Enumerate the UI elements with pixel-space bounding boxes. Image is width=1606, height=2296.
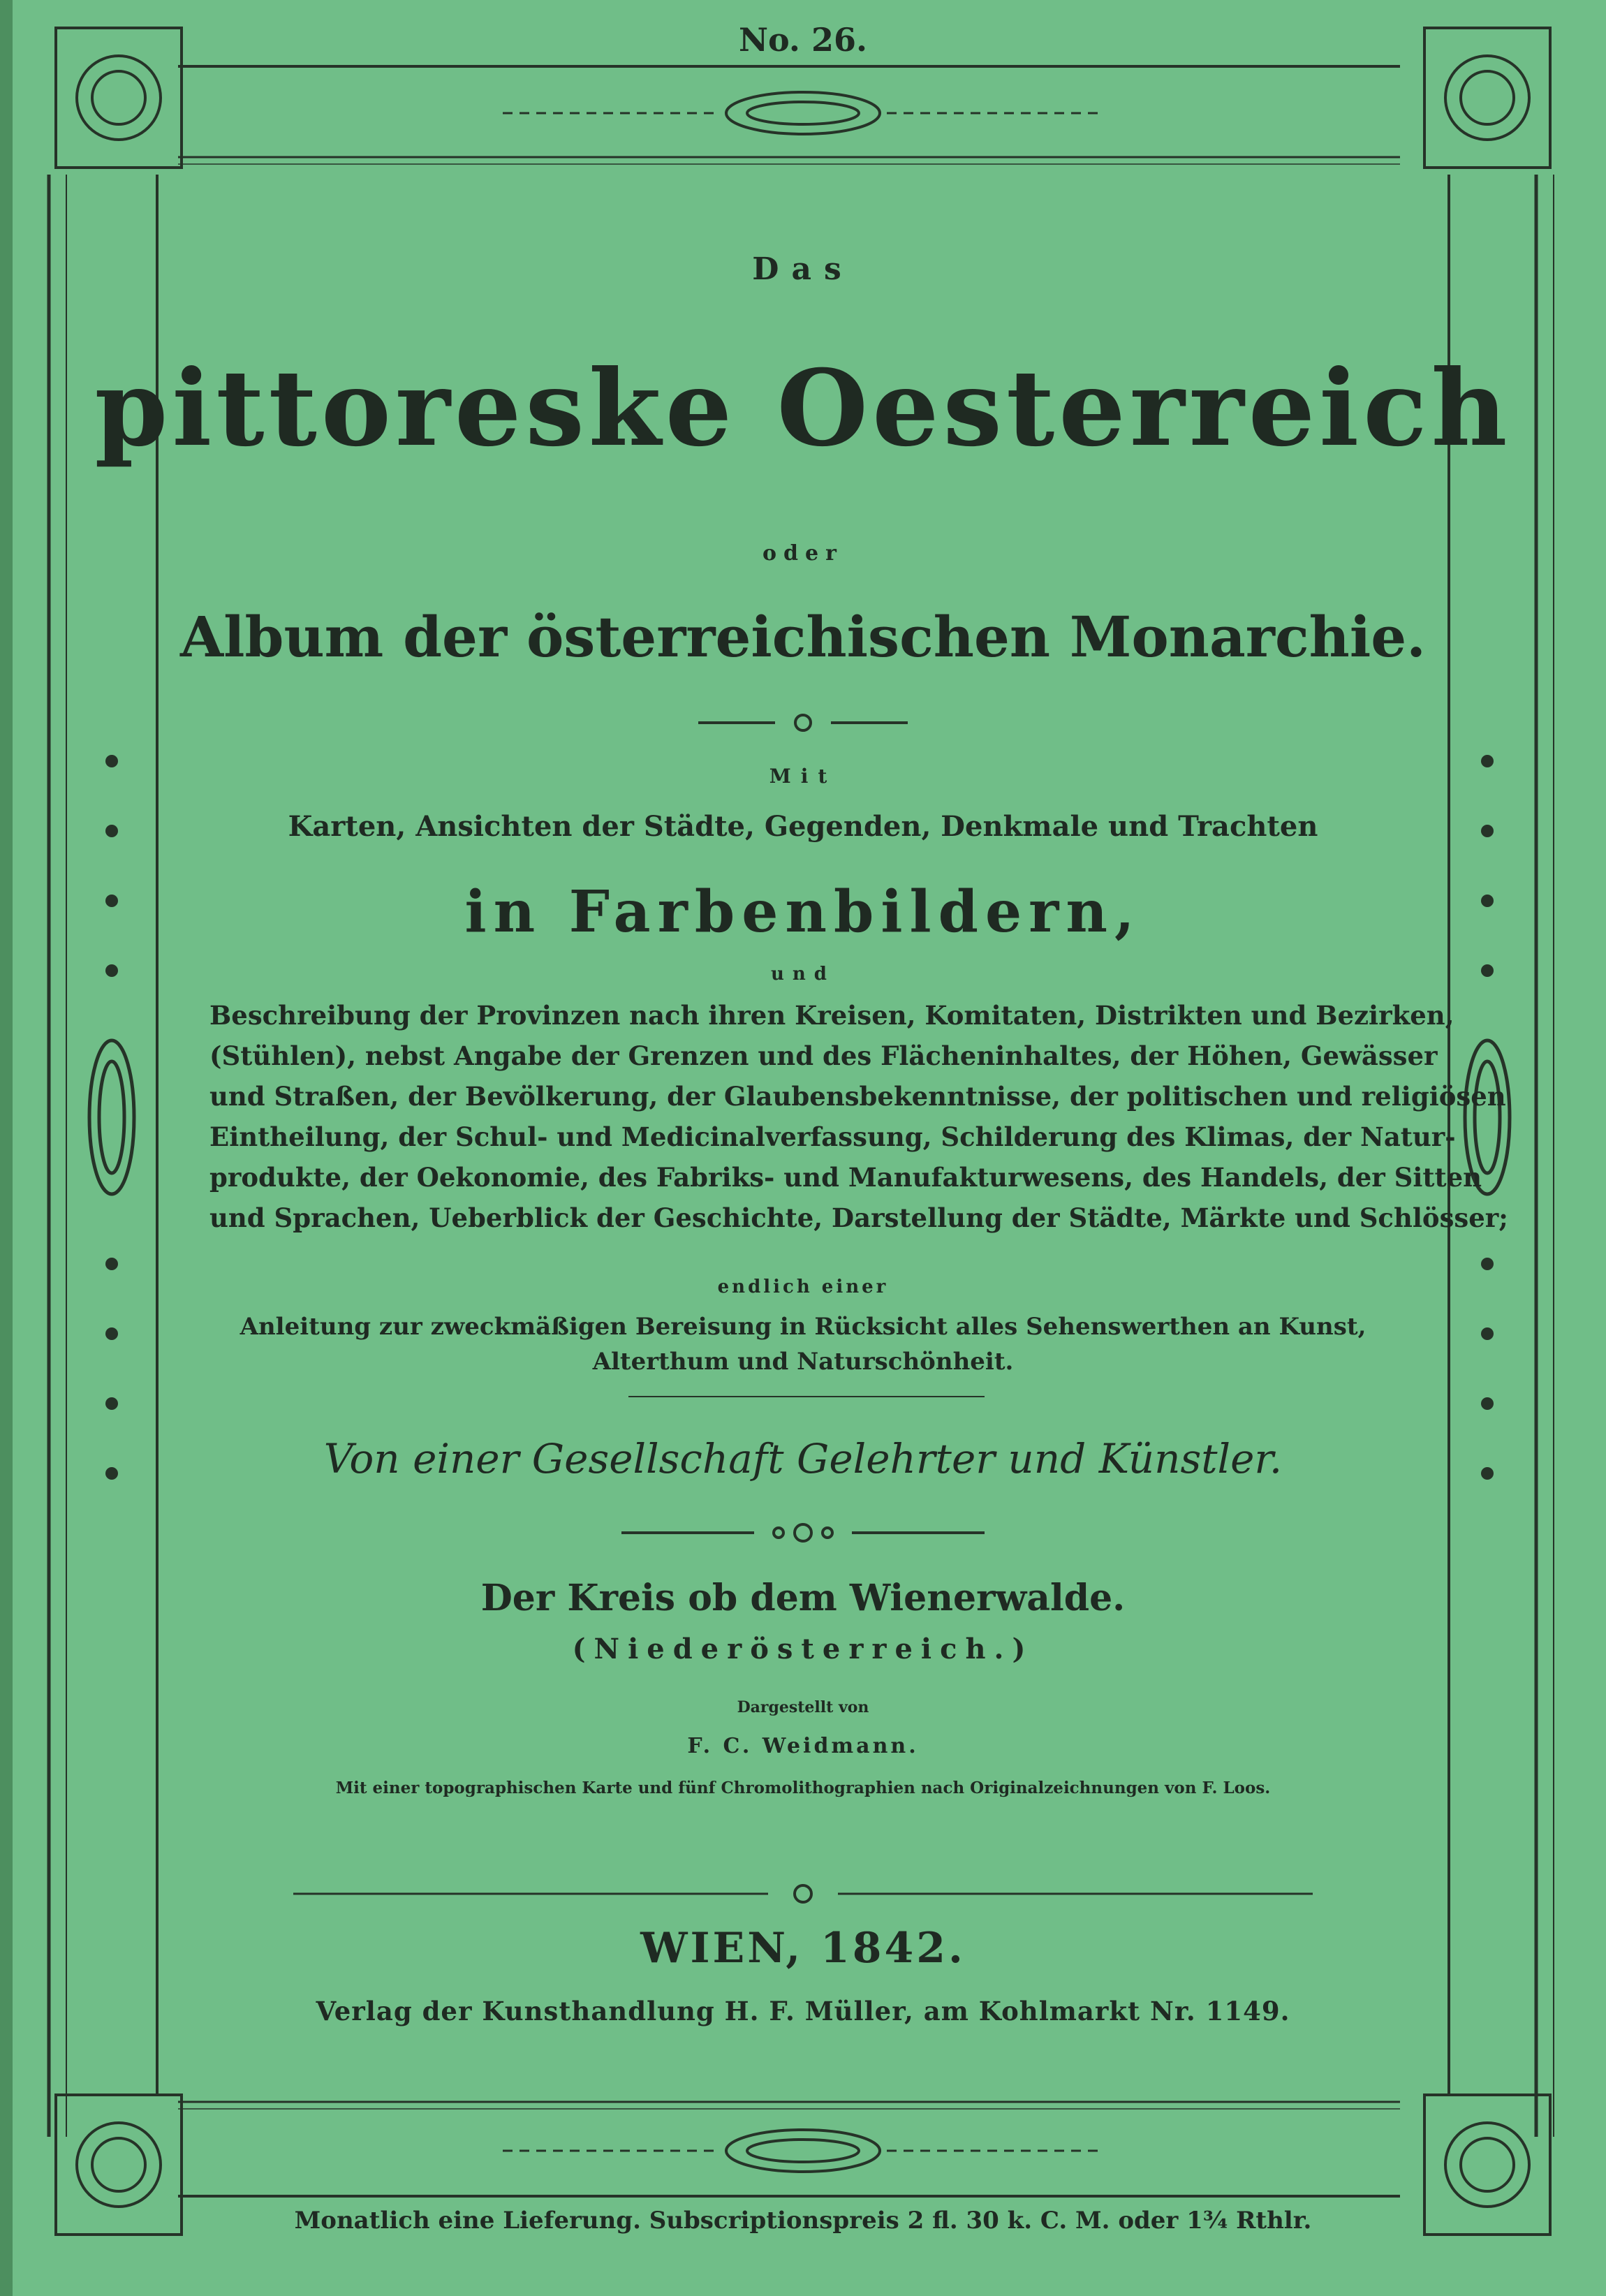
volume-region: (Niederösterreich.) [572, 1633, 1034, 1665]
description-block [209, 995, 1508, 1238]
und-label: und [771, 964, 835, 985]
subscription-line: Monatlich eine Lieferung. Subscriptionspreis 2 fl. 30 k. C. M. oder 1¾ Rthlr. [294, 2207, 1312, 2235]
contents-line: Karten, Ansichten der Städte, Gegenden, Denkmale und Trachten [288, 810, 1318, 843]
description-line: produkte, der Oekonomie, des Fabriks- und Manufakturwesens, des Handels, der Sitten [209, 1162, 1482, 1193]
description-line: und Straßen, der Bevölkerung, der Glaubensbekenntnisse, der politischen und religiösen [209, 1081, 1506, 1112]
authors-line: Von einer Gesellschaft Gelehrter und Künstler. [323, 1435, 1283, 1482]
map-note: Mit einer topographischen Karte und fünf Chromolithographien nach Originalzeichnungen von F. Loos. [335, 1779, 1271, 1797]
volume-title: Der Kreis ob dem Wienerwalde. [480, 1577, 1126, 1619]
title-oder: oder [763, 541, 843, 566]
anleitung-line-2: Alterthum und Naturschönheit. [592, 1348, 1014, 1376]
description-line: und Sprachen, Ueberblick der Geschichte, Darstellung der Städte, Märkte und Schlösser; [209, 1202, 1508, 1233]
subtitle: Album der österreichischen Monarchie. [180, 604, 1426, 670]
anleitung-line-1: Anleitung zur zweckmäßigen Bereisung in Rücksicht alles Sehenswerthen an Kunst, [240, 1313, 1366, 1341]
mit-label: Mit [769, 765, 837, 788]
publisher-line: Verlag der Kunsthandlung H. F. Müller, am Kohlmarkt Nr. 1149. [316, 1996, 1290, 2026]
imprint-city-year: WIEN, 1842. [640, 1924, 966, 1973]
farbenbildern-line: in Farbenbildern, [464, 878, 1142, 945]
title-article: Das [752, 251, 854, 287]
description-line: (Stühlen), nebst Angabe der Grenzen und des Flächeninhaltes, der Höhen, Gewässer [209, 1040, 1438, 1071]
main-title: pittoreske Oesterreich [94, 347, 1512, 470]
description-line: Beschreibung der Provinzen nach ihren Kreisen, Komitaten, Distrikten und Bezirken, [209, 1000, 1454, 1031]
dargestellt-label: Dargestellt von [737, 1698, 869, 1716]
description-line: Eintheilung, der Schul- und Medicinalverfassung, Schilderung des Klimas, der Natur- [209, 1121, 1456, 1152]
author-name: F. C. Weidmann. [687, 1734, 919, 1758]
issue-number: No. 26. [739, 21, 867, 59]
endlich-label: endlich einer [717, 1276, 889, 1297]
